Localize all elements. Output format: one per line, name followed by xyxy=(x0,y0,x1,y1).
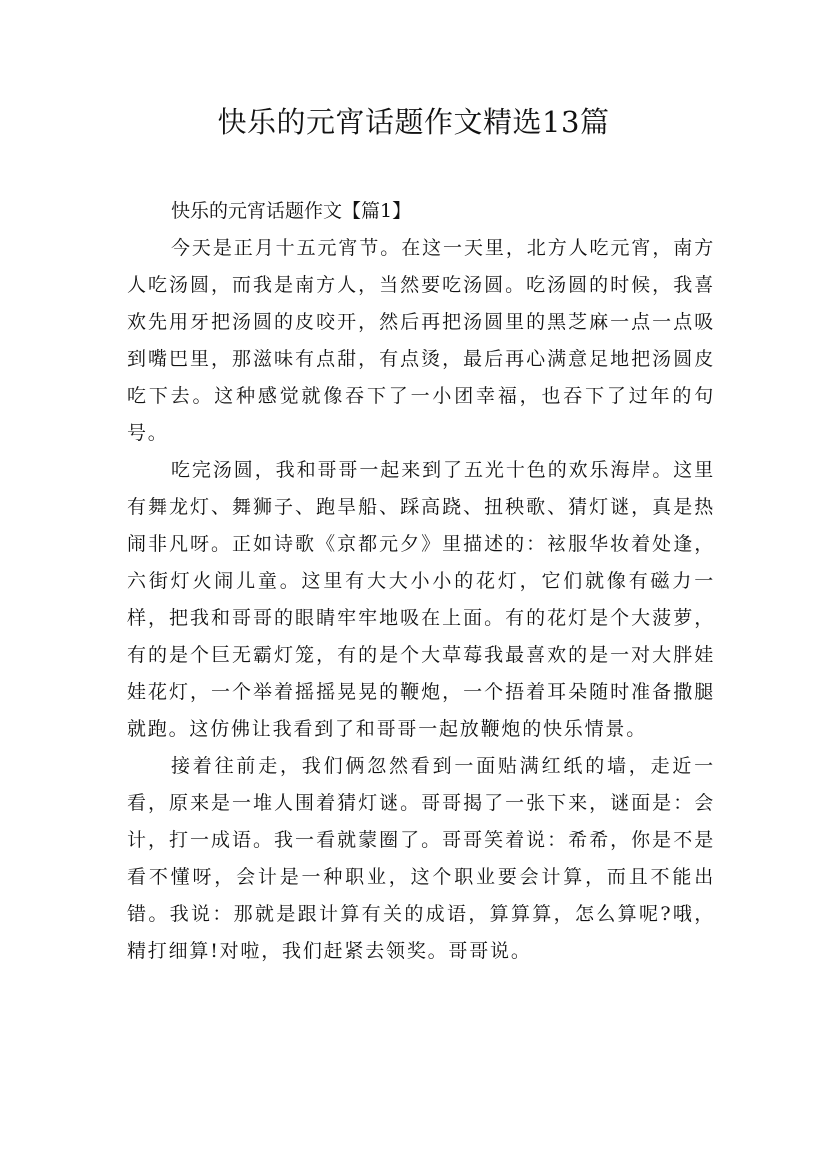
document-title: 快乐的元宵话题作文精选13篇 xyxy=(217,105,610,139)
paragraph-1: 今天是正月十五元宵节。在这一天里，北方人吃元宵，南方人吃汤圆，而我是南方人，当然要吃汤圆。吃汤圆的时候，我喜欢先用牙把汤圆的皮咬开，然后再把汤圆里的黑芝麻一点一点吸到嘴巴里，那滋味有点甜，有点烫，最后再心满意足地把汤圆皮吃下去。这种感觉就像吞下了一小团幸福，也吞下了过年的句号。 xyxy=(127,237,715,444)
document-body xyxy=(127,193,715,970)
paragraph-3: 接着往前走，我们俩忽然看到一面贴满红纸的墙，走近一看，原来是一堆人围着猜灯谜。哥哥揭了一张下来，谜面是：会计，打一成语。我一看就蒙圈了。哥哥笑着说：希希，你是不是看不懂呀，会计是一种职业，这个职业要会计算，而且不能出错。我说：那就是跟计算有关的成语，算算算，怎么算呢?哦，精打细算!对啦，我们赶紧去领奖。哥哥说。 xyxy=(127,755,715,962)
section-heading: 快乐的元宵话题作文【篇1】 xyxy=(171,200,412,222)
paragraph-2: 吃完汤圆，我和哥哥一起来到了五光十色的欢乐海岸。这里有舞龙灯、舞狮子、跑旱船、踩高跷、扭秧歌、猜灯谜，真是热闹非凡呀。正如诗歌《京都元夕》里描述的：袨服华妆着处逢，六街灯火闹儿童。这里有大大小小的花灯，它们就像有磁力一样，把我和哥哥的眼睛牢牢地吸在上面。有的花灯是个大菠萝，有的是个巨无霸灯笼，有的是个大草莓我最喜欢的是一对大胖娃娃花灯，一个举着摇摇晃晃的鞭炮，一个捂着耳朵随时准备撒腿就跑。这仿佛让我看到了和哥哥一起放鞭炮的快乐情景。 xyxy=(127,459,715,740)
